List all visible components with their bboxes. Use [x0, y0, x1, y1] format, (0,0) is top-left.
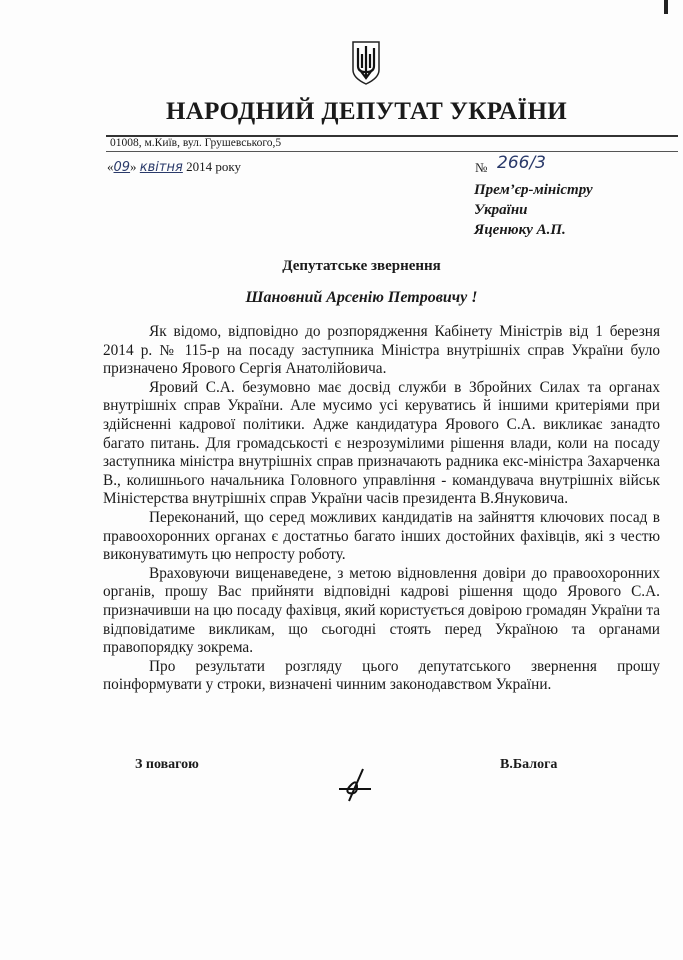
number-label: № [475, 160, 488, 175]
document-number: 266/3 [497, 153, 546, 173]
addressee-block [474, 180, 593, 240]
signature-icon [335, 765, 375, 805]
signatory-name: В.Балога [500, 757, 558, 772]
letterhead-address: 01008, м.Київ, вул. Грушевського,5 [110, 137, 282, 149]
document-heading: Депутатське звернення [282, 258, 441, 274]
closing-regards: З повагою [135, 757, 199, 772]
paragraph: Переконаний, що серед можливих кандидатів на зайняття ключових посад в правоохоронних органах є достатньо багато інших достойних фахівців, які з честю виконуватимуть цю непросту роботу. [103, 508, 660, 564]
date-quote: « [107, 159, 114, 174]
document-date [107, 159, 241, 175]
paragraph: Про результати розгляду цього депутатського звернення прошу поінформувати у строки, визначені чинним законодавством України. [103, 657, 660, 694]
paragraph: Як відомо, відповідно до розпорядження Кабінету Міністрів від 1 березня 2014 р. № 115-р на посаду заступника Міністра внутрішніх справ України було призначено Ярового Сергія Анатолійовича. [103, 323, 660, 378]
date-year: 2014 року [186, 159, 241, 174]
scan-mark [664, 0, 668, 14]
letterhead-rule [106, 151, 678, 152]
addressee-line: Прем’єр-міністру [474, 182, 593, 198]
date-day: 09 [113, 160, 131, 175]
trident-emblem-icon [351, 40, 381, 86]
paragraph: Враховуючи вищенаведене, з метою відновлення довіри до правоохоронних органів, прошу Вас прийняти відповідні кадрові рішення щодо Ярового С.А. призначивши на цю посаду фахівця, який користується довірою громадян України та відповідатиме викликам, що сьогодні стоять перед Україною та органами правопорядку зокрема. [103, 564, 660, 657]
addressee-line: України [474, 202, 528, 218]
salutation: Шановний Арсенію Петровичу ! [245, 289, 478, 306]
addressee-line: Яценюку А.П. [474, 222, 566, 238]
date-month: квітня [139, 160, 183, 175]
paragraph: Яровий С.А. безумовно має досвід служби в Збройних Силах та органах внутрішніх справ України. Але мусимо усі керуватись й іншими критеріями при здійсненні кадрової політики. Адже кандидатура Ярового С.А. викликає занадто багато питань. Для громадськості є незрозумілими рішення влади, коли на посаду заступника міністра внутрішніх справ призначають радника екс-міністра Захарченка В., колишнього начальника Головного управління - командувача внутрішніх військ Міністерства внутрішніх справ України часів президента В.Януковича. [103, 378, 660, 508]
letter-body [103, 323, 660, 695]
letterhead-title: НАРОДНИЙ ДЕПУТАТ УКРАЇНИ [166, 98, 567, 125]
date-quote: » [130, 159, 137, 174]
